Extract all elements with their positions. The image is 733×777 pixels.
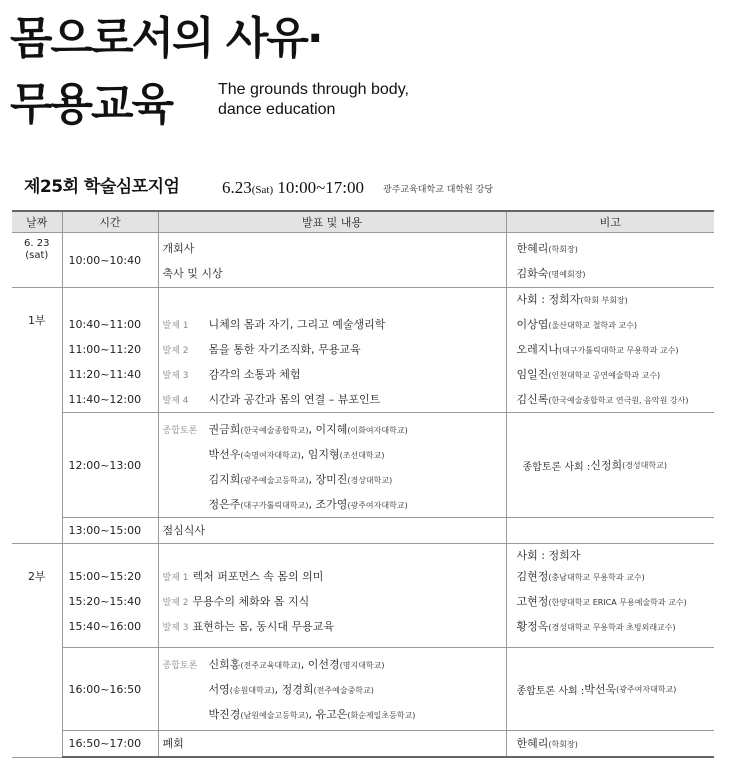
notes-cell xyxy=(506,233,714,288)
content-cell xyxy=(158,518,506,544)
page-title-line-2: 무용교육 xyxy=(10,79,173,130)
header-date: 날짜 xyxy=(12,211,62,233)
discussion-time: 16:00~16:50 xyxy=(68,682,142,696)
list-item: 오레지나(대구가톨릭대학교 무용학과 교수) xyxy=(516,343,679,356)
notes-cell xyxy=(506,518,714,544)
list-item: 발제 4 시간과 공간과 몸의 연결 – 뷰포인트 xyxy=(162,393,381,406)
time-slot: 15:00~15:20 xyxy=(68,570,142,583)
time-cell xyxy=(62,731,158,758)
time-slot: 11:00~11:20 xyxy=(68,343,142,356)
closing-label: 폐회 xyxy=(162,737,184,750)
notes-cell xyxy=(506,731,714,758)
table-row-part1 xyxy=(12,288,714,413)
notes-cell xyxy=(506,544,714,648)
symposium-datetime xyxy=(222,178,364,198)
list-item: 발제 1 렉처 퍼포먼스 속 몸의 의미 xyxy=(162,570,324,583)
table-row-closing xyxy=(12,731,714,758)
date-cell xyxy=(12,233,62,288)
time-slot: 15:40~16:00 xyxy=(68,620,142,633)
content-cell xyxy=(158,648,506,731)
table-row-lunch xyxy=(12,518,714,544)
time-cell xyxy=(62,544,158,648)
list-item: 김지희(광주예술고등학교), 장미진(경상대학교) xyxy=(208,473,393,486)
list-item: 박진경(남원예술고등학교), 유고은(화순제일초등학교) xyxy=(208,708,416,721)
list-item: 김신록(한국예술종합학교 연극원, 음악원 강사) xyxy=(516,393,689,406)
congrats-awards: 축사 및 시상 xyxy=(162,267,223,280)
list-item: 김화숙(명예회장) xyxy=(516,267,586,280)
content-cell xyxy=(158,731,506,758)
discussion-chair: 종합토론 사회 : 신정희 (경성대학교) xyxy=(522,459,667,473)
table-row-part2 xyxy=(12,544,714,648)
closing-time: 16:50~17:00 xyxy=(68,737,142,750)
session-label-1: 1부 xyxy=(27,314,46,327)
table-header-row xyxy=(12,211,714,233)
content-cell xyxy=(158,413,506,518)
table-row-opening xyxy=(12,233,714,288)
event-date xyxy=(12,233,62,262)
session-cell xyxy=(12,288,62,544)
table-row-part2-discussion xyxy=(12,648,714,731)
time-slot: 11:40~12:00 xyxy=(68,393,142,406)
english-subtitle-line-1: The grounds through body, xyxy=(218,81,409,98)
list-item: 이상엽(울산대학교 철학과 교수) xyxy=(516,318,637,331)
list-item: 발제 3 표현하는 몸, 동시대 무용교육 xyxy=(162,620,334,633)
list-item: 서영(송원대학교), 정경희(전주예술중학교) xyxy=(208,683,374,696)
list-item: 김현정(충남대학교 무용학과 교수) xyxy=(516,570,645,583)
list-item: 한혜리(학회장) xyxy=(516,242,578,255)
symposium-venue: 광주교육대학교 대학원 강당 xyxy=(383,185,494,195)
notes-cell xyxy=(506,648,714,731)
content-cell xyxy=(158,288,506,413)
opening-speech: 개회사 xyxy=(162,242,195,255)
english-subtitle-line-2: dance education xyxy=(218,101,336,118)
time-slot: 15:20~15:40 xyxy=(68,595,142,608)
table-row-part1-discussion xyxy=(12,413,714,518)
notes-cell xyxy=(506,413,714,518)
content-cell xyxy=(158,544,506,648)
event-date-weekday: (sat) xyxy=(25,250,49,261)
symposium-heading: 제25회 학술심포지엄 xyxy=(24,177,180,197)
list-item: 종합토론 신희홍(전주교육대학교), 이선경(명지대학교) xyxy=(162,658,385,671)
time-slot: 10:40~11:00 xyxy=(68,318,142,331)
page-title-line-1: 몸으로서의 사유· xyxy=(10,13,322,64)
time-slot: 11:20~11:40 xyxy=(68,368,142,381)
list-item: 정은주(대구가톨릭대학교), 조가영(광주여자대학교) xyxy=(208,498,408,511)
lunch-label: 점심식사 xyxy=(162,524,206,537)
symposium-date: 6.23 xyxy=(222,178,252,197)
list-item: 한혜리(학회장) xyxy=(516,737,578,750)
part2-chair: 사회 : 정희자 xyxy=(516,549,581,562)
time-cell xyxy=(62,233,158,288)
discussion-time: 12:00~13:00 xyxy=(68,458,142,472)
notes-cell xyxy=(506,288,714,413)
time-cell xyxy=(62,413,158,518)
discussion-chair: 종합토론 사회 : 박선욱 (광주여자대학교) xyxy=(516,683,677,697)
opening-time: 10:00~10:40 xyxy=(68,253,142,267)
header-notes: 비고 xyxy=(506,211,714,233)
symposium-day: (Sat) xyxy=(251,184,274,196)
part1-chair: 사회 : 정희자(학회 부회장) xyxy=(516,293,628,306)
list-item: 임일진(인천대학교 공연예술학과 교수) xyxy=(516,368,661,381)
time-cell xyxy=(62,288,158,413)
list-item: 발제 1 니체의 몸과 자기, 그리고 예술생리학 xyxy=(162,318,386,331)
list-item: 발제 3 감각의 소통과 체험 xyxy=(162,368,301,381)
session-cell xyxy=(12,544,62,758)
list-item: 발제 2 몸을 통한 자기조직화, 무용교육 xyxy=(162,343,361,356)
lunch-time: 13:00~15:00 xyxy=(68,524,142,537)
header-time: 시간 xyxy=(62,211,158,233)
english-subtitle xyxy=(218,80,409,120)
list-item: 박선우(숙명여자대학교), 임지형(조선대학교) xyxy=(208,448,385,461)
time-cell xyxy=(62,648,158,731)
symposium-time: 10:00~17:00 xyxy=(277,178,365,197)
list-item: 발제 2 무용수의 체화와 몸 지식 xyxy=(162,595,310,608)
session-label-2: 2부 xyxy=(27,570,46,583)
schedule-table xyxy=(12,210,714,758)
content-cell xyxy=(158,233,506,288)
list-item: 황정옥(경성대학교 무용학과 초빙외래교수) xyxy=(516,620,676,633)
time-cell xyxy=(62,518,158,544)
list-item: 종합토론 권금희(한국예술종합학교), 이지혜(이화여자대학교) xyxy=(162,423,408,436)
list-item: 고현정(한양대학교 ERICA 무용예술학과 교수) xyxy=(516,595,687,608)
event-date-day: 6. 23 xyxy=(24,238,50,249)
header-content: 발표 및 내용 xyxy=(158,211,506,233)
